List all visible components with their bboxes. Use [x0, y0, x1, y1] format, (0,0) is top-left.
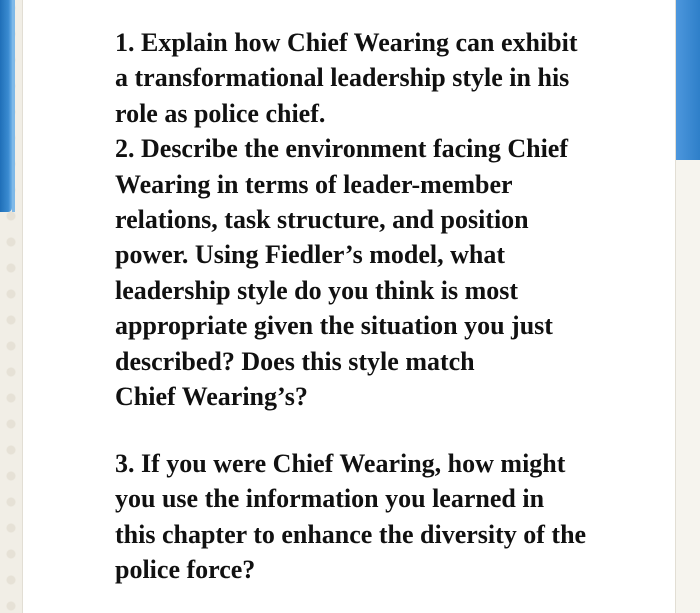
- questions-1-2: [115, 25, 635, 414]
- text-line: 1. Explain how Chief Wearing can exhibit: [115, 28, 578, 57]
- left-blue-tab: [0, 0, 12, 212]
- question-3: [115, 446, 635, 588]
- right-margin: [676, 160, 700, 613]
- right-blue-tab: [676, 0, 700, 160]
- text-line: a transformational leadership style in his: [115, 63, 570, 93]
- text-line: Wearing in terms of leader-member: [115, 169, 513, 199]
- text-line: Chief Wearing’s?: [115, 382, 308, 412]
- text-line: police force?: [115, 555, 256, 585]
- document-card: [22, 0, 676, 613]
- text-line: 3. If you were Chief Wearing, how might: [115, 449, 566, 478]
- text-line: described? Does this style match: [115, 346, 475, 376]
- text-line: relations, task structure, and position: [115, 205, 529, 235]
- left-blue-strip: [12, 0, 15, 212]
- text-line: you use the information you learned in: [115, 484, 545, 514]
- text-line: appropriate given the situation you just: [115, 311, 553, 341]
- text-line: 2. Describe the environment facing Chief: [115, 134, 569, 164]
- text-line: power. Using Fiedler’s model, what: [115, 240, 505, 270]
- text-line: role as police chief.: [115, 98, 326, 128]
- text-line: this chapter to enhance the diversity of the: [115, 519, 587, 549]
- text-line: leadership style do you think is most: [115, 275, 519, 305]
